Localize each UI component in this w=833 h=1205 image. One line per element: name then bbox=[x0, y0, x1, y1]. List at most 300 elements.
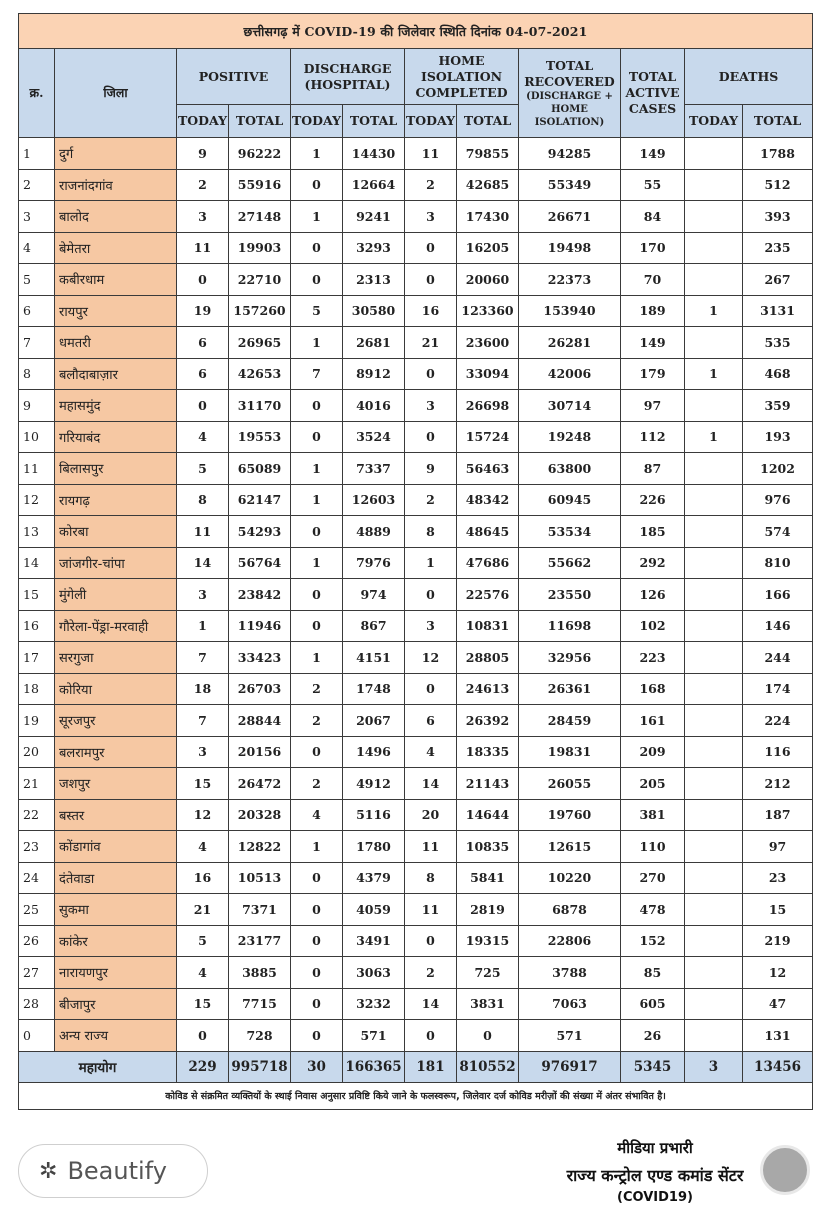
cell-recovered: 153940 bbox=[519, 295, 621, 327]
cell-death-total: 131 bbox=[743, 1020, 813, 1052]
beautify-label: Beautify bbox=[67, 1157, 167, 1185]
cell-district: बस्तर bbox=[55, 799, 177, 831]
cell-death-total: 810 bbox=[743, 547, 813, 579]
table-row bbox=[19, 579, 813, 611]
cell-death-today bbox=[685, 610, 743, 642]
total-pos-today: 229 bbox=[177, 1051, 229, 1082]
cell-sn: 15 bbox=[19, 579, 55, 611]
cell-hi-total: 26698 bbox=[457, 390, 519, 422]
cell-hi-today: 20 bbox=[405, 799, 457, 831]
cell-dis-today: 0 bbox=[291, 1020, 343, 1052]
cell-recovered: 7063 bbox=[519, 988, 621, 1020]
cell-death-total: 535 bbox=[743, 327, 813, 359]
cell-sn: 7 bbox=[19, 327, 55, 359]
cell-pos-today: 4 bbox=[177, 421, 229, 453]
cell-active: 126 bbox=[621, 579, 685, 611]
cell-hi-today: 4 bbox=[405, 736, 457, 768]
cell-death-total: 359 bbox=[743, 390, 813, 422]
cell-death-total: 187 bbox=[743, 799, 813, 831]
cell-death-today bbox=[685, 484, 743, 516]
cell-dis-total: 1748 bbox=[343, 673, 405, 705]
cell-dis-today: 1 bbox=[291, 642, 343, 674]
table-row bbox=[19, 327, 813, 359]
cell-pos-today: 14 bbox=[177, 547, 229, 579]
cell-death-total: 12 bbox=[743, 957, 813, 989]
cell-district: बालोद bbox=[55, 201, 177, 233]
cell-sn: 12 bbox=[19, 484, 55, 516]
cell-death-today bbox=[685, 894, 743, 926]
cell-sn: 1 bbox=[19, 138, 55, 170]
cell-sn: 3 bbox=[19, 201, 55, 233]
footer-line-2: राज्य कन्ट्रोल एण्ड कमांड सेंटर bbox=[566, 1166, 744, 1185]
cell-pos-total: 54293 bbox=[229, 516, 291, 548]
table-row bbox=[19, 484, 813, 516]
cell-district: कोरबा bbox=[55, 516, 177, 548]
cell-death-today bbox=[685, 736, 743, 768]
cell-death-total: 166 bbox=[743, 579, 813, 611]
total-hi-today: 181 bbox=[405, 1051, 457, 1082]
cell-dis-total: 30580 bbox=[343, 295, 405, 327]
hi-today-header: TODAY bbox=[405, 105, 457, 138]
cell-death-total: 244 bbox=[743, 642, 813, 674]
cell-district: बेमेतरा bbox=[55, 232, 177, 264]
cell-death-today bbox=[685, 232, 743, 264]
beautify-button[interactable] bbox=[18, 1144, 208, 1198]
cell-hi-today: 3 bbox=[405, 610, 457, 642]
cell-sn: 9 bbox=[19, 390, 55, 422]
cell-death-total: 212 bbox=[743, 768, 813, 800]
cell-sn: 16 bbox=[19, 610, 55, 642]
cell-dis-today: 0 bbox=[291, 957, 343, 989]
cell-pos-total: 62147 bbox=[229, 484, 291, 516]
deaths-today-header: TODAY bbox=[685, 105, 743, 138]
cell-hi-today: 0 bbox=[405, 232, 457, 264]
cell-sn: 20 bbox=[19, 736, 55, 768]
circle-action-button[interactable] bbox=[760, 1145, 810, 1195]
cell-death-total: 512 bbox=[743, 169, 813, 201]
cell-district: नारायणपुर bbox=[55, 957, 177, 989]
cell-district: रायगढ़ bbox=[55, 484, 177, 516]
cell-sn: 22 bbox=[19, 799, 55, 831]
cell-active: 97 bbox=[621, 390, 685, 422]
cell-district: सुकमा bbox=[55, 894, 177, 926]
cell-recovered: 19498 bbox=[519, 232, 621, 264]
table-row bbox=[19, 453, 813, 485]
cell-dis-today: 0 bbox=[291, 390, 343, 422]
cell-dis-total: 974 bbox=[343, 579, 405, 611]
cell-dis-today: 0 bbox=[291, 862, 343, 894]
cell-death-total: 219 bbox=[743, 925, 813, 957]
cell-dis-total: 7976 bbox=[343, 547, 405, 579]
table-row bbox=[19, 957, 813, 989]
cell-active: 70 bbox=[621, 264, 685, 296]
cell-district: सरगुजा bbox=[55, 642, 177, 674]
total-recovered-header bbox=[519, 49, 621, 138]
cell-sn: 23 bbox=[19, 831, 55, 863]
cell-hi-today: 2 bbox=[405, 957, 457, 989]
cell-pos-total: 7715 bbox=[229, 988, 291, 1020]
cell-pos-today: 7 bbox=[177, 705, 229, 737]
positive-total-header: TOTAL bbox=[229, 105, 291, 138]
cell-active: 381 bbox=[621, 799, 685, 831]
cell-death-total: 574 bbox=[743, 516, 813, 548]
hi-total-header: TOTAL bbox=[457, 105, 519, 138]
cell-active: 149 bbox=[621, 138, 685, 170]
cell-pos-today: 0 bbox=[177, 264, 229, 296]
cell-district: राजनांदगांव bbox=[55, 169, 177, 201]
cell-recovered: 53534 bbox=[519, 516, 621, 548]
cell-district: जांजगीर-चांपा bbox=[55, 547, 177, 579]
cell-death-total: 97 bbox=[743, 831, 813, 863]
cell-death-today bbox=[685, 831, 743, 863]
report-title: छत्तीसगढ़ में COVID-19 की जिलेवार स्थिति दिनांक 04-07-2021 bbox=[19, 14, 813, 49]
cell-hi-today: 8 bbox=[405, 862, 457, 894]
cell-death-total: 224 bbox=[743, 705, 813, 737]
total-recovered-sublabel: (DISCHARGE + HOME ISOLATION) bbox=[526, 90, 613, 128]
cell-hi-total: 23600 bbox=[457, 327, 519, 359]
cell-dis-total: 8912 bbox=[343, 358, 405, 390]
cell-death-today bbox=[685, 988, 743, 1020]
cell-dis-total: 14430 bbox=[343, 138, 405, 170]
cell-pos-today: 18 bbox=[177, 673, 229, 705]
home-isolation-header: HOME ISOLATION COMPLETED bbox=[405, 49, 519, 105]
cell-hi-today: 0 bbox=[405, 673, 457, 705]
cell-dis-total: 4912 bbox=[343, 768, 405, 800]
cell-dis-total: 4151 bbox=[343, 642, 405, 674]
cell-hi-today: 9 bbox=[405, 453, 457, 485]
table-row bbox=[19, 232, 813, 264]
cell-pos-today: 0 bbox=[177, 390, 229, 422]
table-row bbox=[19, 201, 813, 233]
cell-death-total: 976 bbox=[743, 484, 813, 516]
cell-dis-total: 3293 bbox=[343, 232, 405, 264]
cell-pos-total: 33423 bbox=[229, 642, 291, 674]
cell-hi-today: 0 bbox=[405, 925, 457, 957]
cell-dis-total: 571 bbox=[343, 1020, 405, 1052]
cell-hi-total: 5841 bbox=[457, 862, 519, 894]
cell-hi-today: 8 bbox=[405, 516, 457, 548]
grand-total-row bbox=[19, 1051, 813, 1082]
footer-line-1: मीडिया प्रभारी bbox=[617, 1139, 693, 1157]
cell-death-today bbox=[685, 957, 743, 989]
cell-district: कांकेर bbox=[55, 925, 177, 957]
cell-death-today bbox=[685, 642, 743, 674]
cell-district: रायपुर bbox=[55, 295, 177, 327]
cell-dis-total: 4016 bbox=[343, 390, 405, 422]
cell-death-today bbox=[685, 768, 743, 800]
discharge-header: DISCHARGE (HOSPITAL) bbox=[291, 49, 405, 105]
total-dis-total: 166365 bbox=[343, 1051, 405, 1082]
cell-death-total: 146 bbox=[743, 610, 813, 642]
table-row bbox=[19, 1020, 813, 1052]
cell-district: गौरेला-पेंड्रा-मरवाही bbox=[55, 610, 177, 642]
cell-hi-today: 11 bbox=[405, 831, 457, 863]
cell-pos-today: 16 bbox=[177, 862, 229, 894]
cell-sn: 8 bbox=[19, 358, 55, 390]
cell-hi-today: 3 bbox=[405, 201, 457, 233]
cell-dis-total: 2313 bbox=[343, 264, 405, 296]
cell-recovered: 12615 bbox=[519, 831, 621, 863]
cell-death-total: 174 bbox=[743, 673, 813, 705]
cell-death-today bbox=[685, 201, 743, 233]
cell-sn: 28 bbox=[19, 988, 55, 1020]
cell-pos-total: 20156 bbox=[229, 736, 291, 768]
cell-pos-total: 10513 bbox=[229, 862, 291, 894]
cell-dis-total: 1496 bbox=[343, 736, 405, 768]
cell-dis-today: 0 bbox=[291, 232, 343, 264]
deaths-total-header: TOTAL bbox=[743, 105, 813, 138]
cell-death-today bbox=[685, 453, 743, 485]
table-row bbox=[19, 610, 813, 642]
total-recovered-label: TOTAL RECOVERED bbox=[524, 57, 615, 89]
positive-today-header: TODAY bbox=[177, 105, 229, 138]
table-row bbox=[19, 295, 813, 327]
cell-death-today bbox=[685, 673, 743, 705]
cell-dis-today: 1 bbox=[291, 547, 343, 579]
cell-dis-today: 0 bbox=[291, 736, 343, 768]
cell-hi-total: 28805 bbox=[457, 642, 519, 674]
discharge-total-header: TOTAL bbox=[343, 105, 405, 138]
cell-death-today bbox=[685, 547, 743, 579]
cell-hi-today: 14 bbox=[405, 988, 457, 1020]
cell-dis-today: 1 bbox=[291, 138, 343, 170]
cell-dis-total: 4059 bbox=[343, 894, 405, 926]
cell-pos-total: 23842 bbox=[229, 579, 291, 611]
cell-recovered: 26671 bbox=[519, 201, 621, 233]
cell-district: बिलासपुर bbox=[55, 453, 177, 485]
table-row bbox=[19, 894, 813, 926]
cell-pos-total: 3885 bbox=[229, 957, 291, 989]
table-row bbox=[19, 358, 813, 390]
cell-dis-today: 2 bbox=[291, 705, 343, 737]
cell-pos-total: 22710 bbox=[229, 264, 291, 296]
cell-hi-total: 79855 bbox=[457, 138, 519, 170]
cell-death-today bbox=[685, 264, 743, 296]
table-row bbox=[19, 642, 813, 674]
cell-sn: 19 bbox=[19, 705, 55, 737]
cell-sn: 14 bbox=[19, 547, 55, 579]
covid-report-sheet bbox=[18, 13, 812, 1110]
cell-hi-total: 24613 bbox=[457, 673, 519, 705]
cell-death-total: 15 bbox=[743, 894, 813, 926]
cell-active: 292 bbox=[621, 547, 685, 579]
cell-recovered: 26055 bbox=[519, 768, 621, 800]
cell-hi-total: 10835 bbox=[457, 831, 519, 863]
cell-dis-today: 1 bbox=[291, 831, 343, 863]
cell-recovered: 19248 bbox=[519, 421, 621, 453]
cell-active: 478 bbox=[621, 894, 685, 926]
cell-hi-today: 0 bbox=[405, 1020, 457, 1052]
cell-active: 223 bbox=[621, 642, 685, 674]
cell-active: 168 bbox=[621, 673, 685, 705]
cell-death-today: 1 bbox=[685, 358, 743, 390]
discharge-today-header: TODAY bbox=[291, 105, 343, 138]
cell-pos-total: 65089 bbox=[229, 453, 291, 485]
cell-recovered: 26361 bbox=[519, 673, 621, 705]
cell-pos-today: 8 bbox=[177, 484, 229, 516]
cell-district: महासमुंद bbox=[55, 390, 177, 422]
cell-dis-today: 0 bbox=[291, 579, 343, 611]
cell-pos-total: 31170 bbox=[229, 390, 291, 422]
cell-active: 226 bbox=[621, 484, 685, 516]
cell-pos-total: 42653 bbox=[229, 358, 291, 390]
cell-pos-total: 27148 bbox=[229, 201, 291, 233]
total-recovered: 976917 bbox=[519, 1051, 621, 1082]
cell-pos-total: 26472 bbox=[229, 768, 291, 800]
cell-active: 26 bbox=[621, 1020, 685, 1052]
cell-death-total: 116 bbox=[743, 736, 813, 768]
cell-hi-today: 0 bbox=[405, 579, 457, 611]
cell-pos-total: 20328 bbox=[229, 799, 291, 831]
cell-pos-total: 56764 bbox=[229, 547, 291, 579]
cell-death-today bbox=[685, 327, 743, 359]
cell-sn: 11 bbox=[19, 453, 55, 485]
cell-hi-total: 18335 bbox=[457, 736, 519, 768]
cell-active: 84 bbox=[621, 201, 685, 233]
cell-recovered: 32956 bbox=[519, 642, 621, 674]
cell-dis-today: 0 bbox=[291, 264, 343, 296]
grand-total-label: महायोग bbox=[19, 1051, 177, 1082]
cell-active: 179 bbox=[621, 358, 685, 390]
cell-active: 149 bbox=[621, 327, 685, 359]
cell-death-today: 1 bbox=[685, 421, 743, 453]
cell-dis-today: 1 bbox=[291, 453, 343, 485]
cell-hi-total: 20060 bbox=[457, 264, 519, 296]
cell-recovered: 19831 bbox=[519, 736, 621, 768]
cell-dis-total: 12603 bbox=[343, 484, 405, 516]
cell-death-total: 1202 bbox=[743, 453, 813, 485]
cell-recovered: 94285 bbox=[519, 138, 621, 170]
cell-pos-total: 7371 bbox=[229, 894, 291, 926]
cell-district: जशपुर bbox=[55, 768, 177, 800]
cell-active: 152 bbox=[621, 925, 685, 957]
cell-recovered: 26281 bbox=[519, 327, 621, 359]
cell-recovered: 571 bbox=[519, 1020, 621, 1052]
cell-sn: 10 bbox=[19, 421, 55, 453]
active-cases-header: TOTAL ACTIVE CASES bbox=[621, 49, 685, 138]
cell-dis-total: 3491 bbox=[343, 925, 405, 957]
cell-pos-today: 3 bbox=[177, 579, 229, 611]
cell-death-total: 1788 bbox=[743, 138, 813, 170]
cell-district: बलरामपुर bbox=[55, 736, 177, 768]
cell-sn: 18 bbox=[19, 673, 55, 705]
cell-sn: 17 bbox=[19, 642, 55, 674]
cell-death-today bbox=[685, 925, 743, 957]
cell-dis-today: 0 bbox=[291, 988, 343, 1020]
cell-hi-today: 21 bbox=[405, 327, 457, 359]
footer-line-3: (COVID19) bbox=[617, 1190, 693, 1205]
cell-dis-total: 12664 bbox=[343, 169, 405, 201]
cell-hi-total: 22576 bbox=[457, 579, 519, 611]
cell-district: कोंडागांव bbox=[55, 831, 177, 863]
cell-hi-total: 0 bbox=[457, 1020, 519, 1052]
cell-pos-today: 2 bbox=[177, 169, 229, 201]
cell-hi-today: 16 bbox=[405, 295, 457, 327]
cell-hi-total: 48645 bbox=[457, 516, 519, 548]
table-row bbox=[19, 169, 813, 201]
cell-hi-total: 17430 bbox=[457, 201, 519, 233]
cell-dis-today: 2 bbox=[291, 673, 343, 705]
cell-dis-total: 4889 bbox=[343, 516, 405, 548]
total-hi-total: 810552 bbox=[457, 1051, 519, 1082]
table-row bbox=[19, 138, 813, 170]
cell-recovered: 22806 bbox=[519, 925, 621, 957]
cell-pos-total: 157260 bbox=[229, 295, 291, 327]
cell-pos-today: 5 bbox=[177, 453, 229, 485]
cell-sn: 25 bbox=[19, 894, 55, 926]
cell-dis-today: 5 bbox=[291, 295, 343, 327]
cell-dis-today: 0 bbox=[291, 169, 343, 201]
cell-death-today bbox=[685, 516, 743, 548]
deaths-header: DEATHS bbox=[685, 49, 813, 105]
table-row bbox=[19, 799, 813, 831]
table-row bbox=[19, 862, 813, 894]
cell-district: बलौदाबाज़ार bbox=[55, 358, 177, 390]
cell-pos-total: 11946 bbox=[229, 610, 291, 642]
cell-pos-today: 4 bbox=[177, 831, 229, 863]
cell-death-today bbox=[685, 705, 743, 737]
cell-active: 55 bbox=[621, 169, 685, 201]
cell-hi-total: 21143 bbox=[457, 768, 519, 800]
cell-pos-today: 21 bbox=[177, 894, 229, 926]
cell-recovered: 55349 bbox=[519, 169, 621, 201]
cell-death-today bbox=[685, 390, 743, 422]
cell-sn: 21 bbox=[19, 768, 55, 800]
cell-hi-total: 26392 bbox=[457, 705, 519, 737]
cell-death-today: 1 bbox=[685, 295, 743, 327]
cell-pos-today: 6 bbox=[177, 327, 229, 359]
cell-active: 161 bbox=[621, 705, 685, 737]
cell-hi-today: 1 bbox=[405, 547, 457, 579]
cell-recovered: 22373 bbox=[519, 264, 621, 296]
total-dis-today: 30 bbox=[291, 1051, 343, 1082]
cell-dis-total: 9241 bbox=[343, 201, 405, 233]
table-row bbox=[19, 390, 813, 422]
cell-recovered: 28459 bbox=[519, 705, 621, 737]
cell-active: 110 bbox=[621, 831, 685, 863]
cell-active: 112 bbox=[621, 421, 685, 453]
footnote: कोविड से संक्रमित व्यक्तियों के स्थाई निवास अनुसार प्रविष्टि किये जाने के फलस्वरूप, जिलेवार दर्ज कोविड मरीज़ों की संख्या में अंतर संभावित है। bbox=[19, 1082, 813, 1109]
cell-sn: 24 bbox=[19, 862, 55, 894]
cell-dis-total: 1780 bbox=[343, 831, 405, 863]
cell-pos-total: 28844 bbox=[229, 705, 291, 737]
cell-pos-today: 4 bbox=[177, 957, 229, 989]
cell-hi-total: 19315 bbox=[457, 925, 519, 957]
cell-hi-today: 0 bbox=[405, 421, 457, 453]
cell-death-today bbox=[685, 138, 743, 170]
cell-dis-total: 5116 bbox=[343, 799, 405, 831]
cell-pos-today: 11 bbox=[177, 232, 229, 264]
serial-header: क्र. bbox=[19, 49, 55, 138]
cell-dis-today: 4 bbox=[291, 799, 343, 831]
cell-hi-total: 16205 bbox=[457, 232, 519, 264]
cell-dis-total: 867 bbox=[343, 610, 405, 642]
cell-death-total: 393 bbox=[743, 201, 813, 233]
cell-pos-total: 26965 bbox=[229, 327, 291, 359]
table-row bbox=[19, 925, 813, 957]
cell-pos-today: 11 bbox=[177, 516, 229, 548]
cell-pos-today: 1 bbox=[177, 610, 229, 642]
cell-district: अन्य राज्य bbox=[55, 1020, 177, 1052]
cell-recovered: 63800 bbox=[519, 453, 621, 485]
cell-dis-today: 2 bbox=[291, 768, 343, 800]
cell-sn: 26 bbox=[19, 925, 55, 957]
cell-district: दंतेवाडा bbox=[55, 862, 177, 894]
table-row bbox=[19, 421, 813, 453]
cell-hi-today: 2 bbox=[405, 484, 457, 516]
cell-active: 170 bbox=[621, 232, 685, 264]
cell-pos-today: 19 bbox=[177, 295, 229, 327]
